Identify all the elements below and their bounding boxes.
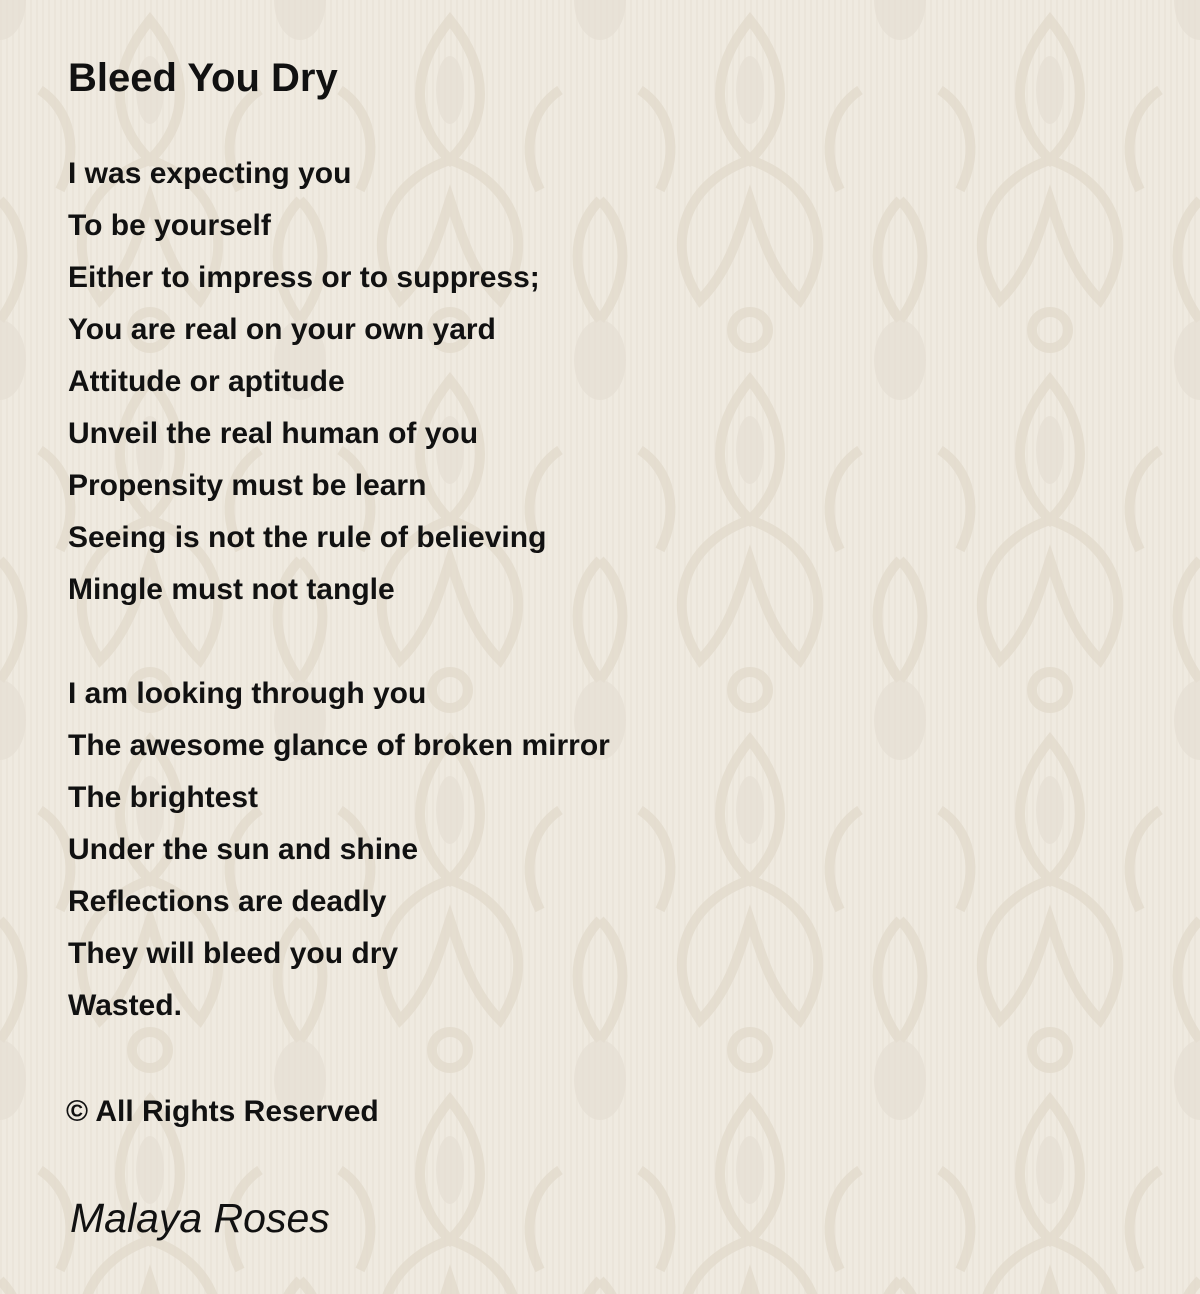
poem-line: Reflections are deadly [68,885,387,918]
poem-line: Wasted. [68,989,182,1022]
poem-line: Attitude or aptitude [68,365,345,398]
poem-line: The awesome glance of broken mirror [68,729,610,762]
poem-line: I am looking through you [68,677,427,710]
poem-line: Either to impress or to suppress; [68,261,540,294]
poem-line: You are real on your own yard [68,313,496,346]
copyright-notice: © All Rights Reserved [66,1095,379,1128]
poem-body [68,148,1148,1032]
poem-line: They will bleed you dry [68,937,399,970]
poem-line: Seeing is not the rule of believing [68,521,547,554]
poem-line: Propensity must be learn [68,469,427,502]
poem-line: To be yourself [68,209,271,242]
poem-line: Under the sun and shine [68,833,419,866]
author-name: Malaya Roses [70,1195,330,1241]
stanza-2 [68,668,1148,1032]
poem-title: Bleed You Dry [68,56,338,100]
poem-line: Mingle must not tangle [68,573,395,606]
stanza-1 [68,148,1148,616]
poem-line: Unveil the real human of you [68,417,479,450]
poem-line: I was expecting you [68,157,352,190]
poem-line: The brightest [68,781,259,814]
